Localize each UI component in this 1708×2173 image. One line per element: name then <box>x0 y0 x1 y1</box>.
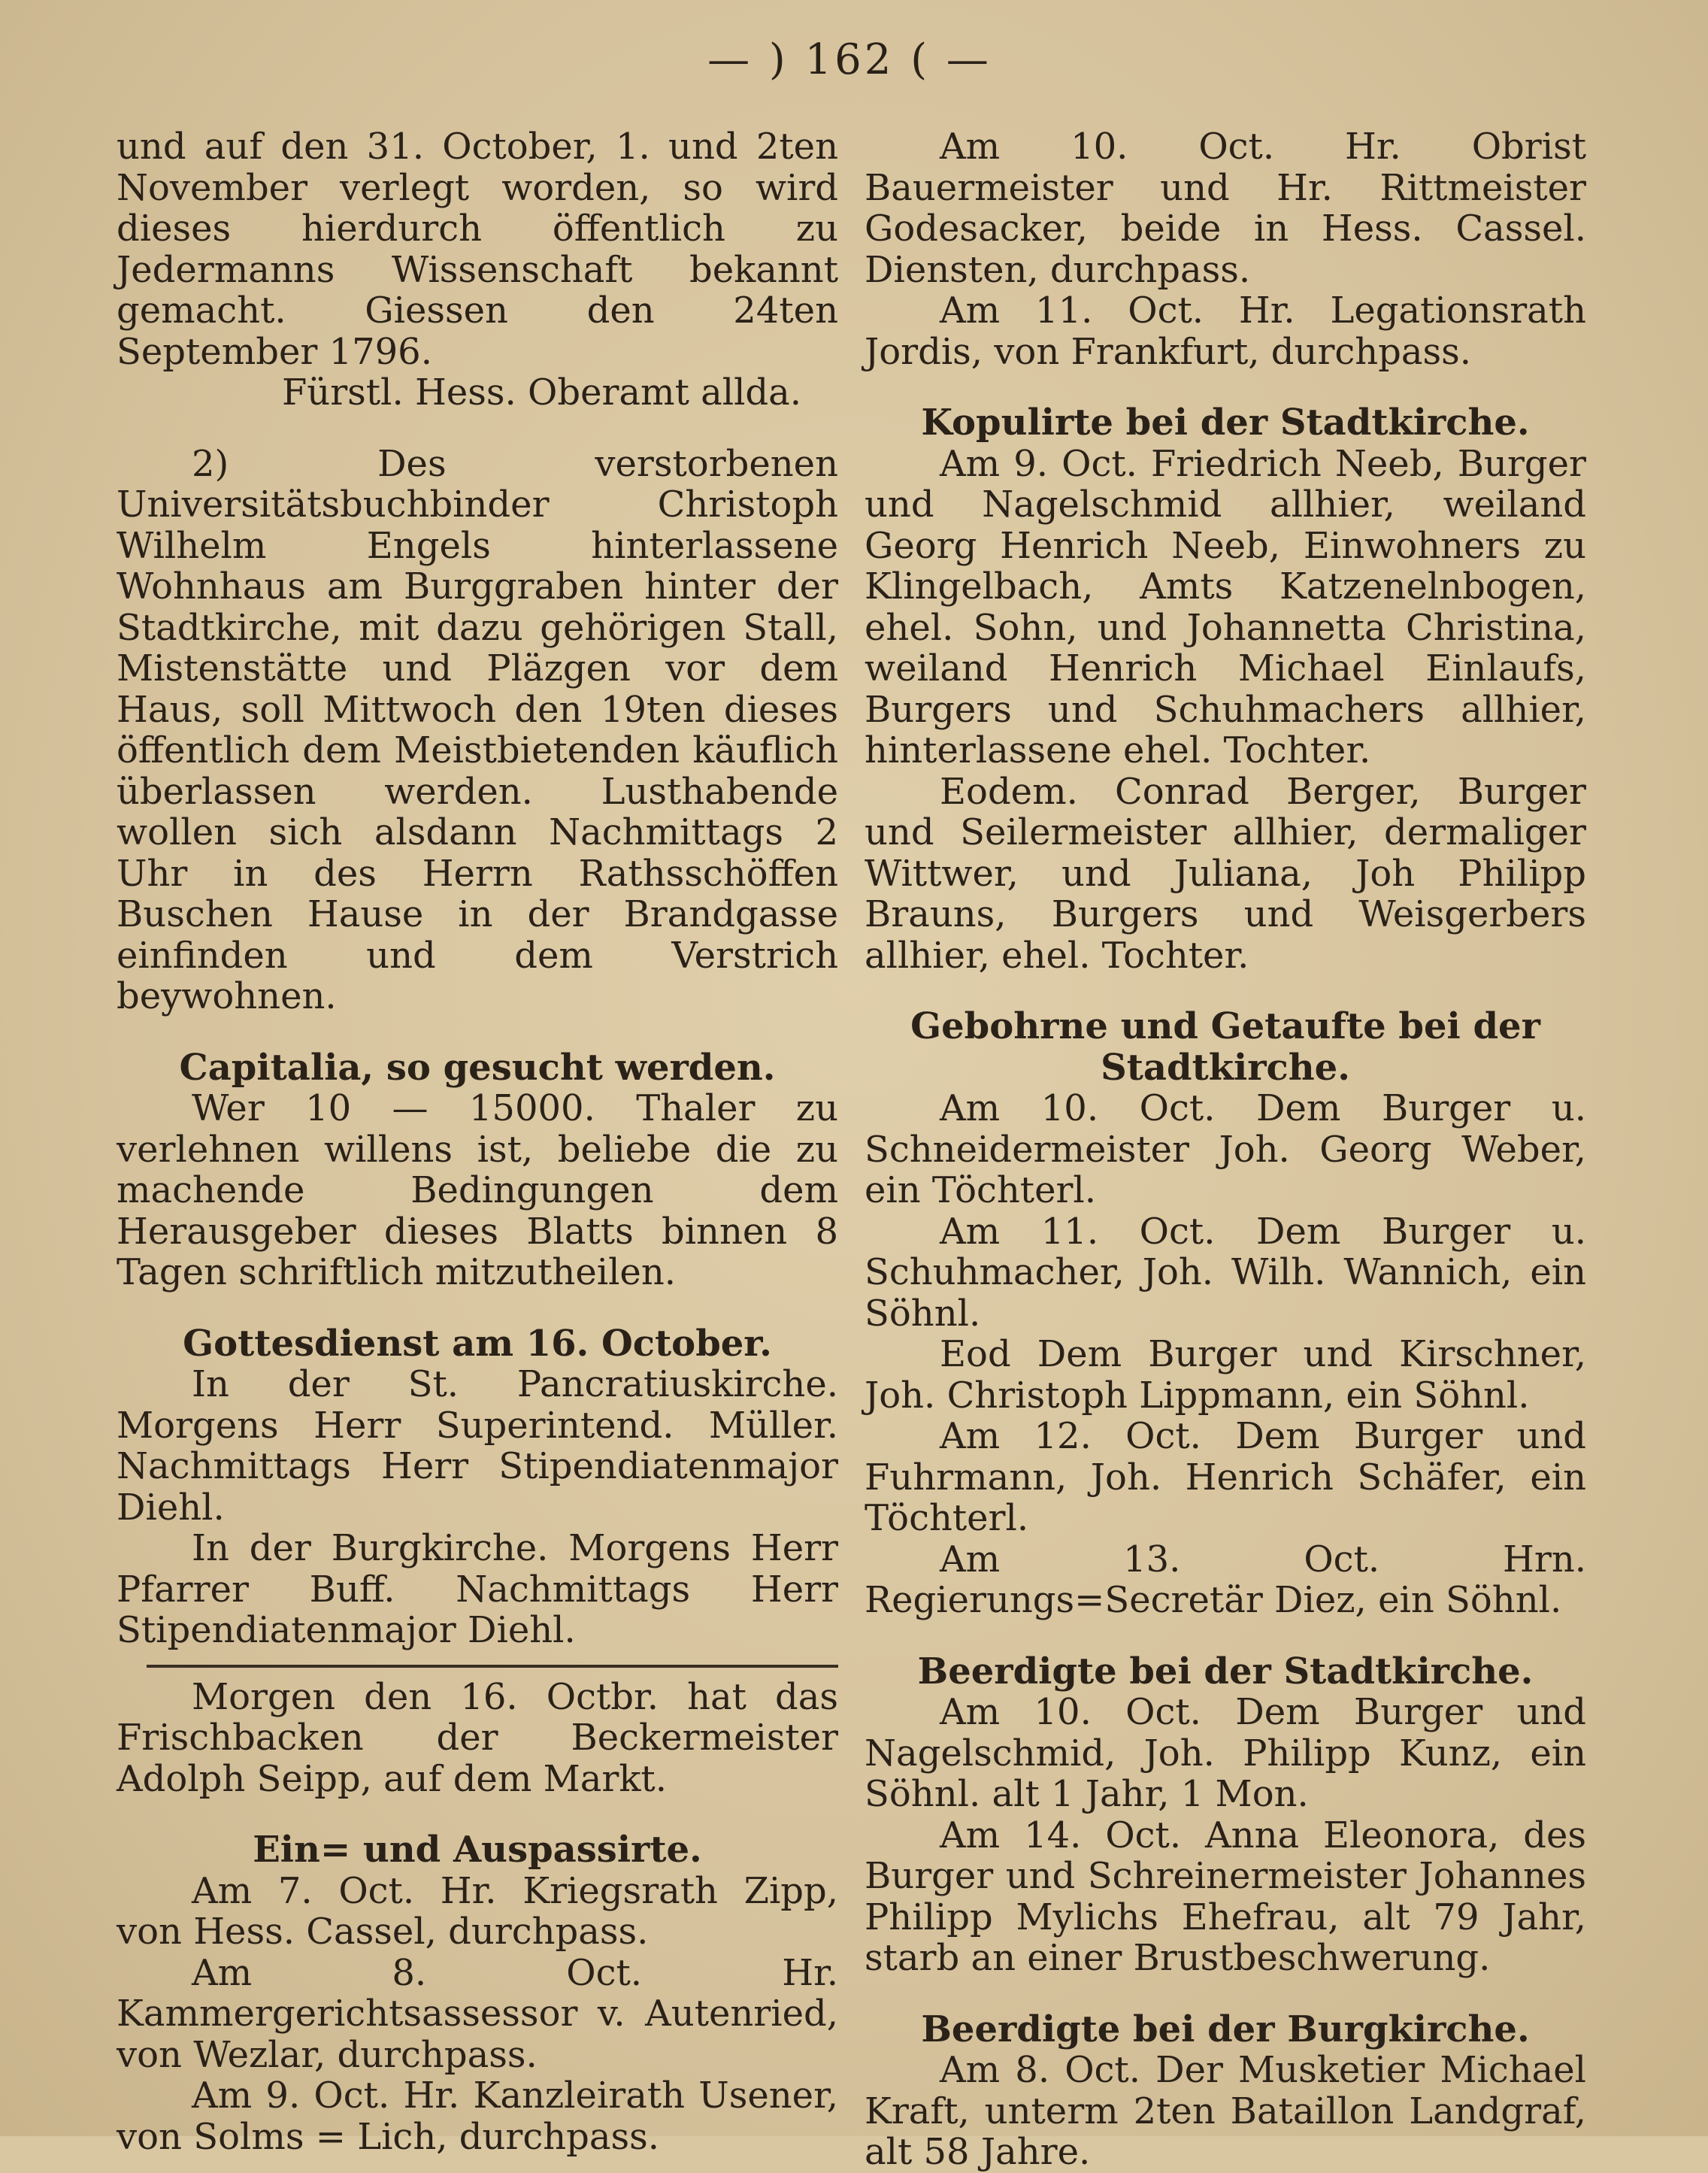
gottesdienst-heading: Gottesdienst am 16. October. <box>183 1322 772 1365</box>
gottesdienst-pancratius: In der St. Pancratiuskirche. Morgens Herr Superintend. Müller. Nachmittags Herr Stipendiatenmajor Diehl. <box>117 1363 838 1529</box>
intro-paragraph: und auf den 31. October, 1. und 2ten November verlegt worden, so wird dieses hierdurch öffentlich zu Jedermanns Wissenschaft bekannt gemacht. Giessen den 24ten September 1796. <box>117 126 838 373</box>
gottesdienst-burgkirche: In der Burgkirche. Morgens Herr Pfarrer Buff. Nachmittags Herr Stipendiatenmajor Diehl. <box>117 1527 838 1651</box>
beerdigte-entry-1: Am 10. Oct. Dem Burger und Nagelschmid, Joh. Philipp Kunz, ein Söhnl. alt 1 Jahr, 1 Mon. <box>865 1691 1586 1815</box>
kopulirte-entry-2: Eodem. Conrad Berger, Burger und Seilermeister allhier, dermaliger Wittwer, und Juliana, Joh Philipp Brauns, Burgers und Weisgerbers allhier, ehel. Tochter. <box>865 770 1586 977</box>
gebohrne-entry-5: Am 13. Oct. Hrn. Regierungs=Secretär Diez, ein Söhnl. <box>865 1538 1586 1621</box>
kopulirte-entry-1: Am 9. Oct. Friedrich Neeb, Burger und Nagelschmid allhier, weiland Georg Henrich Neeb, Einwohners zu Klingelbach, Amts Katzenelnbogen, ehel. Sohn, und Johannetta Christina, weiland Henrich Michael Einlaufs, Burgers und Schuhmachers allhier, hinterlassene ehel. Tochter. <box>865 442 1586 771</box>
capitalia-heading: Capitalia, so gesucht werden. <box>179 1046 776 1089</box>
frischbacken-paragraph: Morgen den 16. Octbr. hat das Frischbacken der Beckermeister Adolph Seipp, auf dem Markt. <box>117 1675 838 1800</box>
gebohrne-entry-2: Am 11. Oct. Dem Burger u. Schuhmacher, Joh. Wilh. Wannich, ein Söhnl. <box>865 1210 1586 1335</box>
gebohrne-entry-1: Am 10. Oct. Dem Burger u. Schneidermeister Joh. Georg Weber, ein Töchterl. <box>865 1087 1586 1211</box>
beerdigte-entry-2: Am 14. Oct. Anna Eleonora, des Burger und Schreinermeister Johannes Philipp Mylichs Ehefrau, alt 79 Jahr, starb an einer Brustbeschwerung. <box>865 1814 1586 1979</box>
capitalia-paragraph: Wer 10 — 15000. Thaler zu verlehnen willens ist, beliebe die zu machende Bedingungen dem Herausgeber dieses Blatts binnen 8 Tagen schriftlich mitzutheilen. <box>117 1087 838 1293</box>
section-divider <box>147 1665 838 1668</box>
beerdigte-stadtkirche-heading: Beerdigte bei der Stadtkirche. <box>917 1650 1534 1693</box>
gebohrne-entry-3: Eod Dem Burger und Kirschner, Joh. Christoph Lippmann, ein Söhnl. <box>865 1333 1586 1417</box>
burgkirche-entry-1: Am 8. Oct. Der Musketier Michael Kraft, unterm 2ten Bataillon Landgraf, alt 58 Jahre. <box>865 2049 1586 2173</box>
gebohrne-heading: Gebohrne und Getaufte bei der Stadtkirche. <box>910 1005 1540 1089</box>
passirte-entry-1: Am 7. Oct. Hr. Kriegsrath Zipp, von Hess. Cassel, durchpass. <box>117 1869 838 1953</box>
passirte-heading: Ein= und Auspassirte. <box>253 1829 702 1871</box>
passirte-entry-4: Am 10. Oct. Hr. Obrist Bauermeister und Hr. Rittmeister Godesacker, beide in Hess. Cassel. Diensten, durchpass. <box>865 126 1586 291</box>
right-column <box>865 126 1586 2173</box>
kopulirte-heading: Kopulirte bei der Stadtkirche. <box>921 402 1530 444</box>
notice-2-paragraph: 2) Des verstorbenen Universitätsbuchbinder Christoph Wilhelm Engels hinterlassene Wohnhaus am Burggraben hinter der Stadtkirche, mit dazu gehörigen Stall, Mistenstätte und Pläzgen vor dem Haus, soll Mittwoch den 19ten dieses öffentlich dem Meistbietenden käuflich überlassen werden. Lusthabende wollen sich alsdann Nachmittags 2 Uhr in des Herrn Rathsschöffen Buschen Hause in der Brandgasse einfinden und dem Verstrich beywohnen. <box>117 442 838 1017</box>
oberamt-signature: Fürstl. Hess. Oberamt allda. <box>282 371 802 414</box>
beerdigte-burgkirche-heading: Beerdigte bei der Burgkirche. <box>921 2008 1530 2050</box>
passirte-entry-2: Am 8. Oct. Hr. Kammergerichtsassessor v. Autenried, von Wezlar, durchpass. <box>117 1951 838 2076</box>
passirte-entry-3: Am 9. Oct. Hr. Kanzleirath Usener, von Solms = Lich, durchpass. <box>117 2075 838 2158</box>
gebohrne-entry-4: Am 12. Oct. Dem Burger und Fuhrmann, Joh. Henrich Schäfer, ein Töchterl. <box>865 1415 1586 1539</box>
left-column <box>117 126 838 2157</box>
passirte-entry-5: Am 11. Oct. Hr. Legationsrath Jordis, von Frankfurt, durchpass. <box>865 289 1586 373</box>
page-number: — ) 162 ( — <box>707 35 992 84</box>
